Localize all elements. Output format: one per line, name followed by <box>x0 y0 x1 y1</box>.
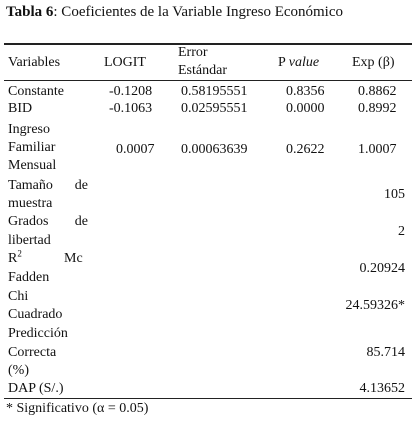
row-ingreso-p: 0.2622 <box>286 142 325 157</box>
bottom-rule <box>4 398 412 399</box>
row-ingreso-label-1: Ingreso <box>8 122 50 137</box>
stat-grados-label-2: libertad <box>8 233 51 248</box>
header-error-line2: Estándar <box>178 63 227 78</box>
header-exp: Exp (β) <box>352 55 395 70</box>
header-error-line1: Error <box>178 45 208 60</box>
header-p-value <box>278 54 319 71</box>
header-p-italic: value <box>288 55 320 70</box>
caption-lead: Tabla 6 <box>6 4 54 20</box>
stat-chi-label-1: Chi <box>8 289 29 304</box>
stat-chi-value: 24.59326* <box>345 298 405 313</box>
stat-prediccion-label-3: (%) <box>8 363 29 378</box>
row-ingreso-error: 0.00063639 <box>181 142 248 157</box>
stat-r2-label-mc: Mc <box>64 251 83 266</box>
stat-prediccion-label-2: Correcta <box>8 345 57 360</box>
stat-tamano-label-2: muestra <box>8 196 53 211</box>
header-logit: LOGIT <box>104 55 146 70</box>
table-footnote: * Significativo (α = 0.05) <box>6 401 149 416</box>
row-constante-error: 0.58195551 <box>181 84 248 99</box>
row-constante-exp: 0.8862 <box>358 84 397 99</box>
stat-dap-label: DAP (S/.) <box>8 381 64 396</box>
stat-prediccion-value: 85.714 <box>366 345 405 360</box>
row-ingreso-logit: 0.0007 <box>116 142 155 157</box>
header-p-label: P <box>278 55 289 70</box>
row-constante-label: Constante <box>8 84 64 99</box>
stat-r2-label-2: Fadden <box>8 270 50 285</box>
stat-dap-value: 4.13652 <box>359 381 405 396</box>
row-ingreso-exp: 1.0007 <box>358 142 397 157</box>
row-bid-exp: 0.8992 <box>358 101 397 116</box>
header-rule <box>4 80 412 81</box>
stat-prediccion-label-1: Predicción <box>8 326 68 341</box>
top-rule <box>4 43 412 45</box>
stat-chi-label-2: Cuadrado <box>8 307 63 322</box>
stat-grados-label-1: Grados de <box>8 214 88 229</box>
row-ingreso-label-3: Mensual <box>8 158 57 173</box>
table-caption <box>6 4 402 21</box>
row-constante-logit: -0.1208 <box>109 84 153 99</box>
stat-r2-r: R <box>8 251 18 266</box>
stat-r2-label-r <box>8 250 22 267</box>
row-constante-p: 0.8356 <box>286 84 325 99</box>
row-bid-label: BID <box>8 101 33 116</box>
stat-r2-value: 0.20924 <box>359 261 405 276</box>
row-bid-error: 0.02595551 <box>181 101 248 116</box>
stat-tamano-value: 105 <box>384 187 405 202</box>
header-variables: Variables <box>8 55 61 70</box>
row-ingreso-label-2: Familiar <box>8 140 56 155</box>
stat-tamano-label-1: Tamaño de <box>8 178 88 193</box>
row-bid-p: 0.0000 <box>286 101 325 116</box>
row-bid-logit: -0.1063 <box>109 101 153 116</box>
stat-grados-value: 2 <box>398 224 405 239</box>
stat-r2-sup: 2 <box>17 248 22 259</box>
caption-text: : Coeficientes de la Variable Ingreso Económico <box>53 4 344 20</box>
